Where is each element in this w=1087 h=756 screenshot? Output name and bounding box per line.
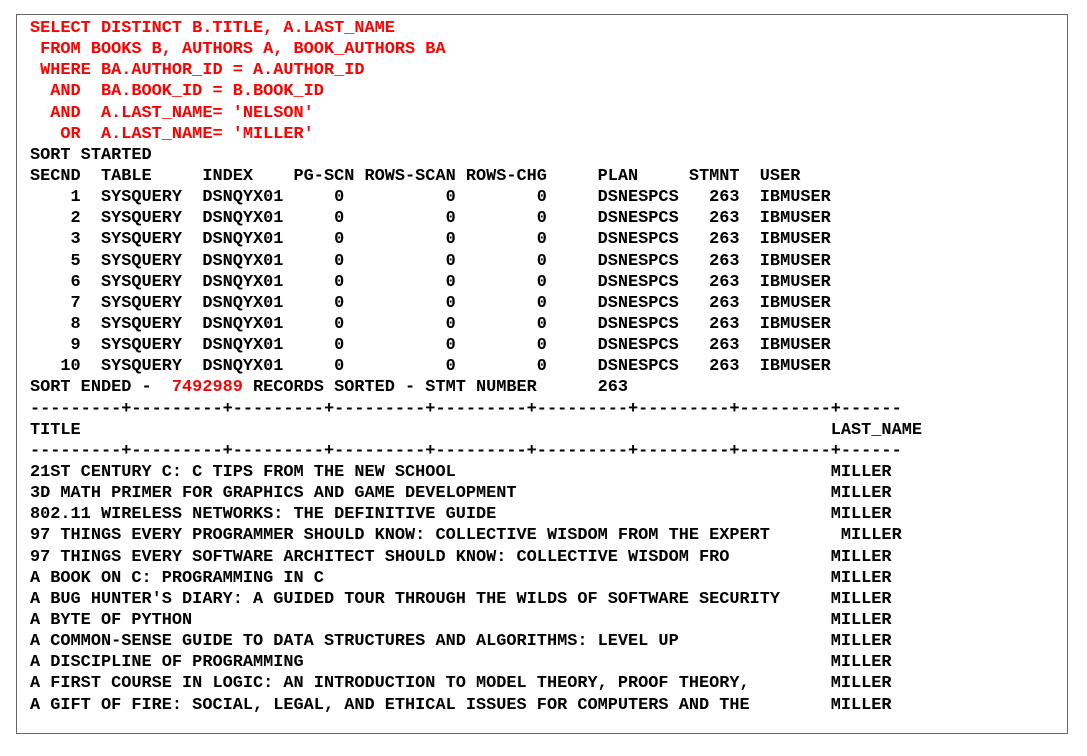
sql-line: SELECT DISTINCT B.TITLE, A.LAST_NAME bbox=[30, 19, 395, 38]
sort-trace-row: 7 SYSQUERY DSNQYX01 0 0 0 DSNESPCS 263 IBMUSER bbox=[30, 293, 831, 313]
sql-line: AND A.LAST_NAME= 'NELSON' bbox=[30, 103, 314, 123]
result-row: 802.11 WIRELESS NETWORKS: THE DEFINITIVE GUIDE MILLER bbox=[30, 505, 892, 525]
sql-line: AND BA.BOOK_ID = B.BOOK_ID bbox=[30, 82, 324, 102]
result-row: 97 THINGS EVERY SOFTWARE ARCHITECT SHOULD KNOW: COLLECTIVE WISDOM FRO MILLER bbox=[30, 547, 892, 567]
sort-trace-row: 6 SYSQUERY DSNQYX01 0 0 0 DSNESPCS 263 IBMUSER bbox=[30, 272, 831, 292]
sort-trace-row: 5 SYSQUERY DSNQYX01 0 0 0 DSNESPCS 263 IBMUSER bbox=[30, 251, 831, 271]
sort-trace-row: 3 SYSQUERY DSNQYX01 0 0 0 DSNESPCS 263 IBMUSER bbox=[30, 230, 831, 250]
sql-line: OR A.LAST_NAME= 'MILLER' bbox=[30, 124, 314, 144]
result-separator: ---------+---------+---------+---------+---------+---------+---------+---------+------ bbox=[30, 441, 902, 461]
terminal-screen bbox=[30, 18, 922, 716]
result-row: 97 THINGS EVERY PROGRAMMER SHOULD KNOW: COLLECTIVE WISDOM FROM THE EXPERT MILLER bbox=[30, 526, 902, 546]
sort-trace-header: SECND TABLE INDEX PG-SCN ROWS-SCAN ROWS-CHG PLAN STMNT USER bbox=[30, 166, 801, 186]
sort-started-message: SORT STARTED bbox=[30, 145, 152, 165]
result-header: TITLE LAST_NAME bbox=[30, 420, 922, 440]
sort-trace-row: 1 SYSQUERY DSNQYX01 0 0 0 DSNESPCS 263 IBMUSER bbox=[30, 188, 831, 208]
sql-line: WHERE BA.AUTHOR_ID = A.AUTHOR_ID bbox=[30, 61, 365, 81]
terminal-output-frame bbox=[16, 14, 1068, 734]
sort-trace-row: 8 SYSQUERY DSNQYX01 0 0 0 DSNESPCS 263 IBMUSER bbox=[30, 314, 831, 334]
sql-line: FROM BOOKS B, AUTHORS A, BOOK_AUTHORS BA bbox=[30, 40, 446, 60]
sort-ended-message bbox=[30, 377, 922, 398]
sort-trace-row: 2 SYSQUERY DSNQYX01 0 0 0 DSNESPCS 263 IBMUSER bbox=[30, 209, 831, 229]
sort-ended-suffix: RECORDS SORTED - STMT NUMBER 263 bbox=[242, 378, 629, 398]
records-sorted-count: 7492989 bbox=[171, 378, 243, 398]
sort-trace-row: 9 SYSQUERY DSNQYX01 0 0 0 DSNESPCS 263 IBMUSER bbox=[30, 336, 831, 356]
sort-ended-prefix: SORT ENDED - bbox=[30, 378, 172, 398]
result-row: A BOOK ON C: PROGRAMMING IN C MILLER bbox=[30, 568, 892, 588]
result-row: A DISCIPLINE OF PROGRAMMING MILLER bbox=[30, 653, 892, 673]
result-row: 21ST CENTURY C: C TIPS FROM THE NEW SCHOOL MILLER bbox=[30, 462, 892, 482]
result-row: 3D MATH PRIMER FOR GRAPHICS AND GAME DEVELOPMENT MILLER bbox=[30, 484, 892, 504]
result-row: A FIRST COURSE IN LOGIC: AN INTRODUCTION TO MODEL THEORY, PROOF THEORY, MILLER bbox=[30, 674, 892, 694]
sort-trace-table bbox=[30, 166, 922, 377]
result-row: A GIFT OF FIRE: SOCIAL, LEGAL, AND ETHICAL ISSUES FOR COMPUTERS AND THE MILLER bbox=[30, 695, 892, 715]
result-table bbox=[30, 399, 922, 716]
result-separator: ---------+---------+---------+---------+---------+---------+---------+---------+------ bbox=[30, 399, 902, 419]
result-row: A COMMON-SENSE GUIDE TO DATA STRUCTURES AND ALGORITHMS: LEVEL UP MILLER bbox=[30, 632, 892, 652]
result-row: A BUG HUNTER'S DIARY: A GUIDED TOUR THROUGH THE WILDS OF SOFTWARE SECURITY MILLER bbox=[30, 589, 892, 609]
sort-trace-row: 10 SYSQUERY DSNQYX01 0 0 0 DSNESPCS 263 IBMUSER bbox=[30, 357, 831, 377]
result-row: A BYTE OF PYTHON MILLER bbox=[30, 610, 892, 630]
sql-statement bbox=[30, 18, 922, 145]
